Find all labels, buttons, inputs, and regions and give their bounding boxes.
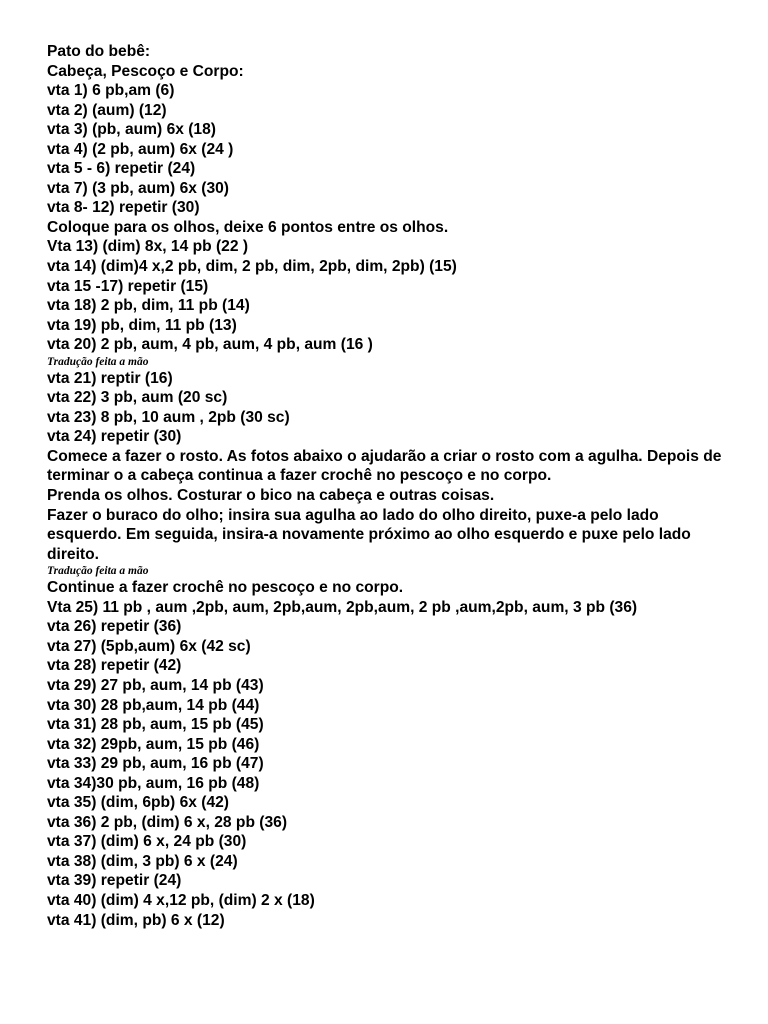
round-line: vta 30) 28 pb,aum, 14 pb (44) — [47, 696, 260, 714]
round-line: vta 22) 3 pb, aum (20 sc) — [47, 389, 228, 407]
round-line: vta 21) reptir (16) — [47, 369, 173, 387]
round-line: vta 35) (dim, 6pb) 6x (42) — [47, 794, 229, 812]
document-title: Pato do bebê: — [47, 43, 151, 60]
document-page — [47, 42, 727, 930]
round-line: vta 4) (2 pb, aum) 6x (24 ) — [47, 140, 234, 158]
round-line: vta 34)30 pb, aum, 16 pb (48) — [47, 774, 260, 792]
round-line: vta 18) 2 pb, dim, 11 pb (14) — [47, 297, 250, 315]
round-line: vta 1) 6 pb,am (6) — [47, 82, 175, 100]
round-line: vta 20) 2 pb, aum, 4 pb, aum, 4 pb, aum (16 ) — [47, 336, 373, 354]
round-line: vta 41) (dim, pb) 6 x (12) — [47, 911, 225, 929]
round-line: vta 32) 29pb, aum, 15 pb (46) — [47, 735, 260, 753]
round-line: vta 3) (pb, aum) 6x (18) — [47, 121, 216, 139]
translation-note: Tradução feita a mão — [47, 565, 149, 578]
face-instruction-paragraph: Comece a fazer o rosto. As fotos abaixo o ajudarão a criar o rosto com a agulha. Depois de terminar o a cabeça continua a fazer crochê no pescoço e no corpo. — [47, 447, 722, 485]
round-line: vta 33) 29 pb, aum, 16 pb (47) — [47, 755, 264, 773]
round-line: vta 5 - 6) repetir (24) — [47, 160, 196, 178]
round-line: Vta 13) (dim) 8x, 14 pb (22 ) — [47, 238, 249, 256]
instruction-line: Prenda os olhos. Costurar o bico na cabeça e outras coisas. — [47, 487, 495, 505]
section-heading: Cabeça, Pescoço e Corpo: — [47, 62, 244, 80]
round-line: Vta 25) 11 pb , aum ,2pb, aum, 2pb,aum, 2pb,aum, 2 pb ,aum,2pb, aum, 3 pb (36) — [47, 598, 638, 616]
round-line: vta 28) repetir (42) — [47, 657, 182, 675]
round-line: vta 7) (3 pb, aum) 6x (30) — [47, 179, 229, 197]
instruction-line: Coloque para os olhos, deixe 6 pontos entre os olhos. — [47, 218, 449, 236]
round-line: vta 19) pb, dim, 11 pb (13) — [47, 316, 237, 334]
round-line: vta 38) (dim, 3 pb) 6 x (24) — [47, 852, 238, 870]
round-line: vta 14) (dim)4 x,2 pb, dim, 2 pb, dim, 2pb, dim, 2pb) (15) — [47, 258, 457, 276]
translation-note: Tradução feita a mão — [47, 355, 149, 368]
round-line: vta 36) 2 pb, (dim) 6 x, 28 pb (36) — [47, 813, 288, 831]
round-line: vta 23) 8 pb, 10 aum , 2pb (30 sc) — [47, 408, 290, 426]
round-line: vta 31) 28 pb, aum, 15 pb (45) — [47, 716, 264, 734]
round-line: vta 39) repetir (24) — [47, 872, 182, 890]
round-line: vta 26) repetir (36) — [47, 618, 182, 636]
round-line: vta 40) (dim) 4 x,12 pb, (dim) 2 x (18) — [47, 891, 315, 909]
round-line: vta 27) (5pb,aum) 6x (42 sc) — [47, 637, 251, 655]
round-line: vta 37) (dim) 6 x, 24 pb (30) — [47, 833, 247, 851]
round-line: vta 8- 12) repetir (30) — [47, 199, 200, 217]
round-line: vta 24) repetir (30) — [47, 428, 182, 446]
round-line: vta 29) 27 pb, aum, 14 pb (43) — [47, 676, 264, 694]
eye-hole-instruction-paragraph: Fazer o buraco do olho; insira sua agulha ao lado do olho direito, puxe-a pelo lado esquerdo. Em seguida, insira-a novamente próximo ao olho esquerdo e puxe pelo lado direito. — [47, 506, 691, 563]
round-line: vta 2) (aum) (12) — [47, 101, 167, 119]
instruction-line: Continue a fazer crochê no pescoço e no corpo. — [47, 579, 404, 597]
round-line: vta 15 -17) repetir (15) — [47, 277, 209, 295]
